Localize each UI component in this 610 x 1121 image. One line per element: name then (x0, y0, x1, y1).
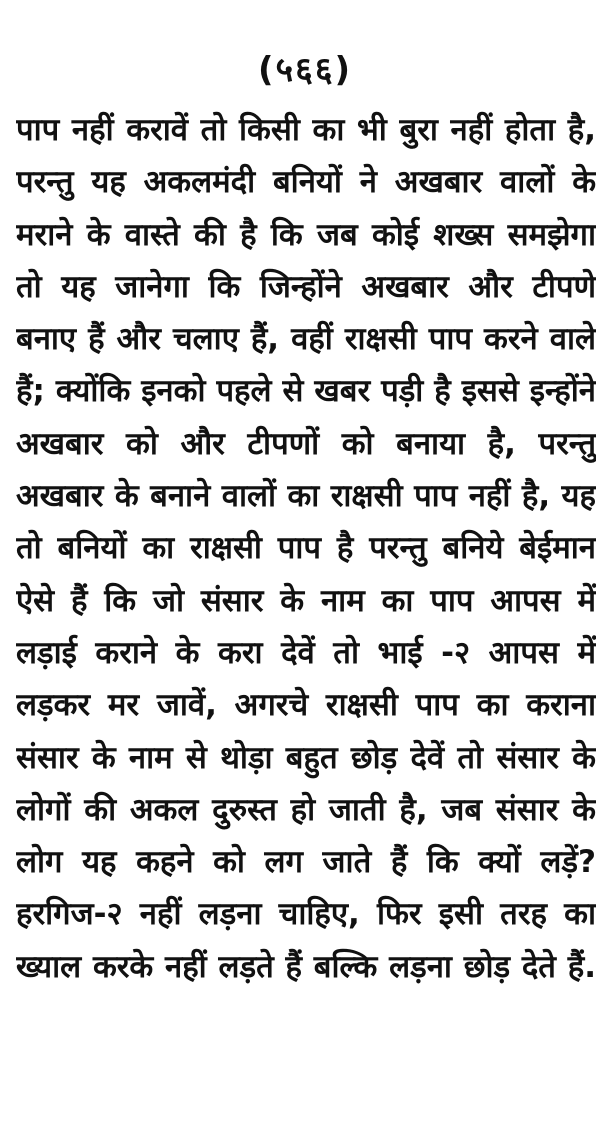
text-line: लोगों की अकल दुरुस्त हो जाती है, जब संसार के (16, 791, 596, 828)
text-line: ख्याल करके नहीं लड़ते हैं बल्कि लड़ना छोड़ देते हैं. (16, 948, 596, 985)
text-line: मराने के वास्ते की है कि जब कोई शख्स समझेगा (16, 216, 596, 253)
text-line: लड़कर मर जावें, अगरचे राक्षसी पाप का कराना (16, 687, 596, 724)
text-line: हरगिज-२ नहीं लड़ना चाहिए, फिर इसी तरह का (16, 896, 596, 933)
page-number: (५६६) (257, 50, 353, 90)
text-line: संसार के नाम से थोड़ा बहुत छोड़ देवें तो संसार के (16, 739, 596, 776)
text-line: बनाए हैं और चलाए हैं, वहीं राक्षसी पाप करने वाले (16, 321, 596, 358)
text-line: तो यह जानेगा कि जिन्होंने अखबार और टीपणे (16, 268, 596, 305)
text-line: तो बनियों का राक्षसी पाप है परन्तु बनिये बेईमान (16, 530, 596, 567)
text-line: अखबार को और टीपणों को बनाया है, परन्तु (16, 425, 596, 462)
text-line: अखबार के बनाने वालों का राक्षसी पाप नहीं है, यह (16, 478, 596, 515)
text-line: ऐसे हैं कि जो संसार के नाम का पाप आपस में (16, 582, 596, 619)
text-line: लड़ाई कराने के करा देवें तो भाई -२ आपस में (16, 634, 596, 671)
text-line: परन्तु यह अकलमंदी बनियों ने अखबार वालों के (16, 164, 596, 201)
body-text (16, 104, 596, 993)
text-line: पाप नहीं करावें तो किसी का भी बुरा नहीं होता है, (16, 112, 596, 148)
text-line: हैं; क्योंकि इनको पहले से खबर पड़ी है इससे इन्होंने (16, 373, 596, 410)
text-line: लोग यह कहने को लग जाते हैं कि क्यों लड़ें? (16, 844, 596, 881)
